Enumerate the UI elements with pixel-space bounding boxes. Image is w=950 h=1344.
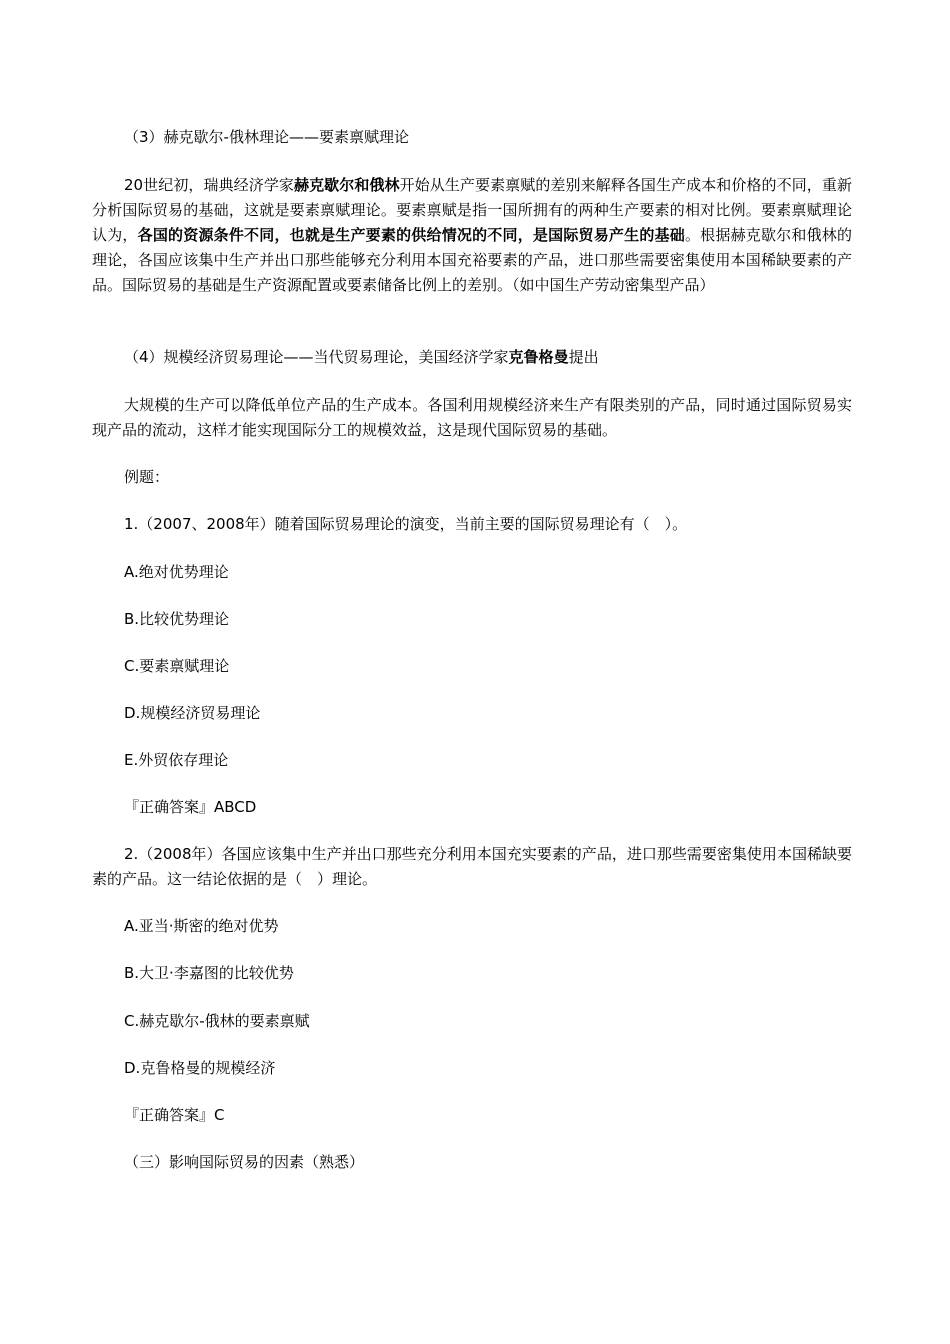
h4-text-c: 提出 — [568, 348, 599, 366]
p1-bold-basis: 各国的资源条件不同，也就是生产要素的供给情况的不同，是国际贸易产生的基础 — [137, 226, 685, 244]
q2-option-d: D.克鲁格曼的规模经济 — [124, 1059, 276, 1077]
q1-answer: 『正确答案』ABCD — [124, 798, 257, 816]
q2-option-a: A.亚当·斯密的绝对优势 — [124, 917, 279, 935]
q1-stem: 1.（2007、2008年）随着国际贸易理论的演变，当前主要的国际贸易理论有（ ）。 — [124, 515, 688, 533]
q1-option-e: E.外贸依存理论 — [124, 751, 229, 769]
examples-label: 例题： — [124, 468, 170, 486]
q1-option-b: B.比较优势理论 — [124, 610, 230, 628]
q2-stem: 2.（2008年）各国应该集中生产并出口那些充分利用本国充实要素的产品，进口那些需要密集使用本国稀缺要素的产品。这一结论依据的是（ ）理论。 — [92, 845, 852, 888]
h4-bold-krugman: 克鲁格曼 — [508, 348, 569, 366]
p1-text-a: 20世纪初，瑞典经济学家 — [124, 176, 294, 194]
q2-answer: 『正确答案』C — [124, 1106, 225, 1124]
q1-option-c: C.要素禀赋理论 — [124, 657, 230, 675]
h4-text-a: （4）规模经济贸易理论——当代贸易理论，美国经济学家 — [124, 348, 509, 366]
p1-text-e: 。根据赫克歇尔和俄林的理论，各国应该集中生产并出口那些能够充分利用本国充裕要素的产品，进口那些需要密集使用本国稀缺要素的产品。国际贸易的基础是生产资源配置或要素储备比例上的差别。（如中国生产劳动密集型产品） — [92, 226, 852, 294]
paragraph-factor-endowment — [92, 173, 852, 298]
heading-heckscher-ohlin: （3）赫克歇尔-俄林理论——要素禀赋理论 — [124, 128, 409, 146]
q2-option-b: B.大卫·李嘉图的比较优势 — [124, 964, 294, 982]
q2-option-c: C.赫克歇尔-俄林的要素禀赋 — [124, 1012, 310, 1030]
q1-option-d: D.规模经济贸易理论 — [124, 704, 261, 722]
p1-bold-names: 赫克歇尔和俄林 — [294, 176, 400, 194]
q1-option-a: A.绝对优势理论 — [124, 563, 229, 581]
p1-text-c: 开始从生产要素禀赋的差别来解释各国生产成本和价格的不同，重新分析国际贸易的基础，这就是要素禀赋理论。要素禀赋是指一国所拥有的两种生产要素的相对比例。要素禀赋理论认为， — [92, 176, 852, 244]
heading-scale-economy — [92, 345, 852, 370]
paragraph-scale-economy: 大规模的生产可以降低单位产品的生产成本。各国利用规模经济来生产有限类别的产品，同时通过国际贸易实现产品的流动，这样才能实现国际分工的规模效益，这是现代国际贸易的基础。 — [92, 396, 852, 439]
heading-factors: （三）影响国际贸易的因素（熟悉） — [124, 1153, 365, 1171]
